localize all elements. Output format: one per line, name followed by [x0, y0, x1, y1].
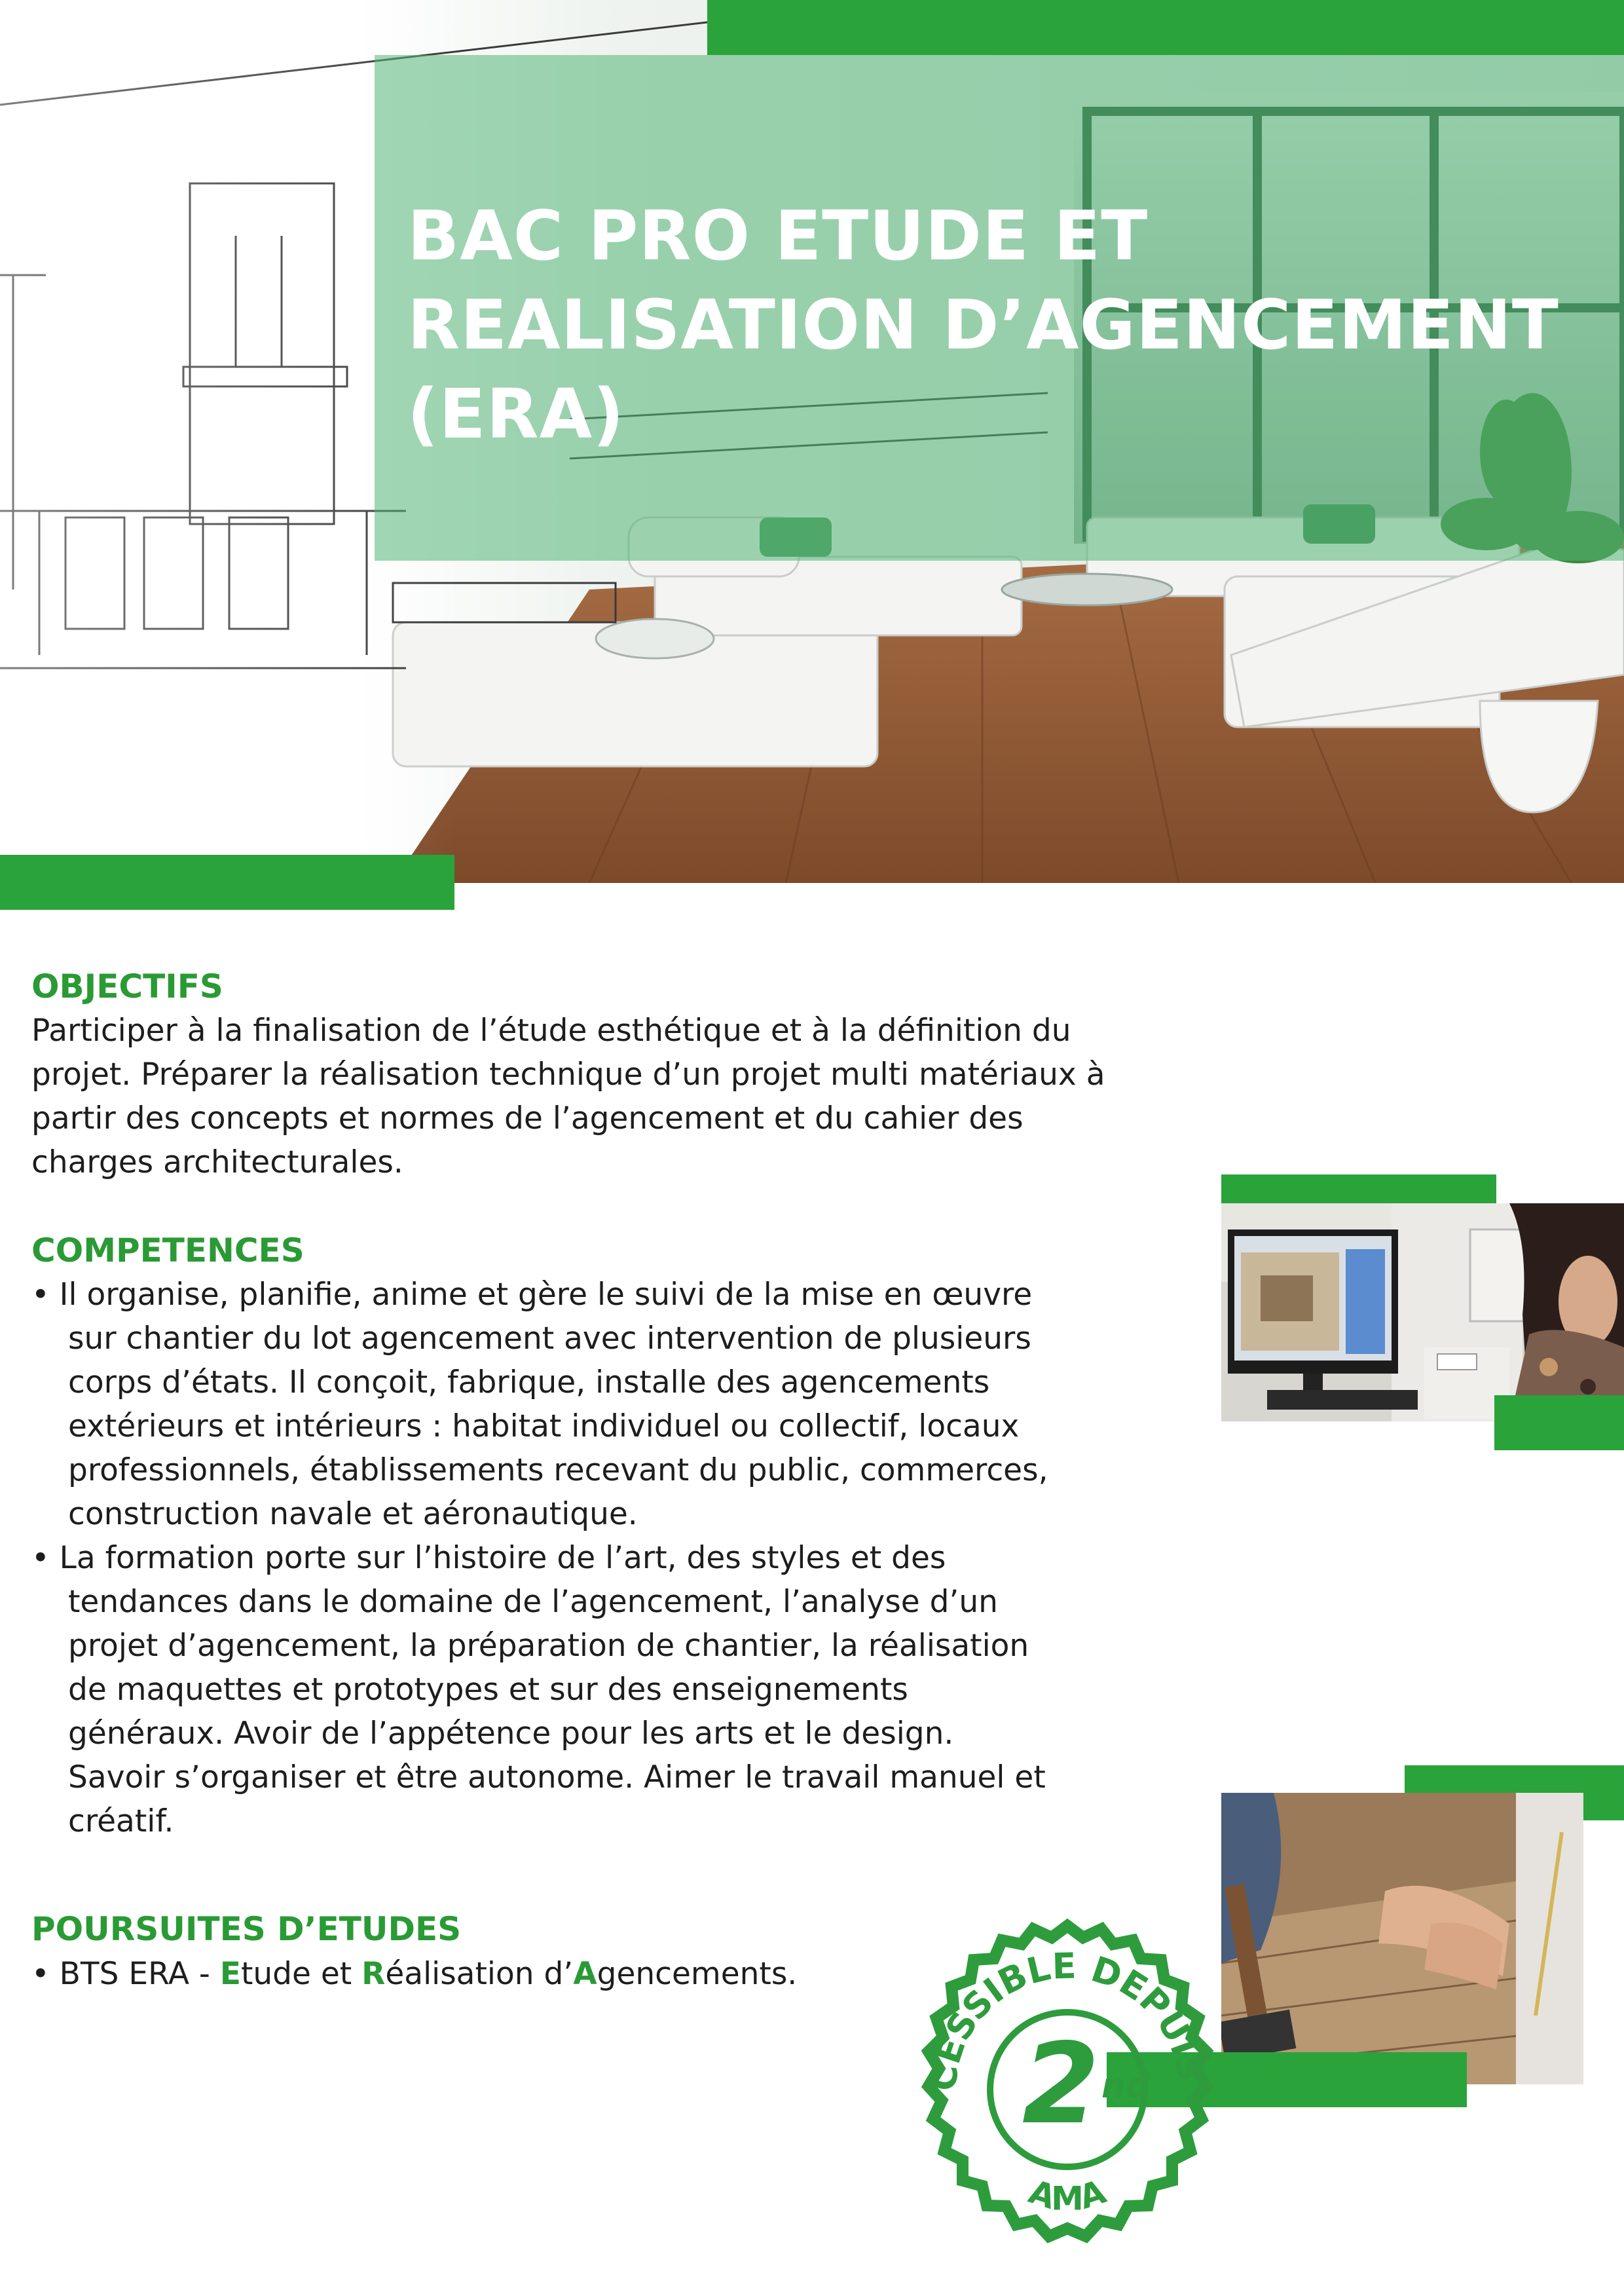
poursuites-prefix: • BTS ERA - — [31, 1956, 220, 1992]
poursuites-text: tude et — [240, 1956, 362, 1992]
accessibility-stamp — [897, 1893, 1238, 2260]
objectifs-line: Participer à la finalisation de l’étude esthétique et à la définition du — [31, 1013, 1071, 1049]
bullet-line: généraux. Avoir de l’appétence pour les arts et le design. — [68, 1716, 954, 1752]
bullet-line: professionnels, établissements recevant du public, commerces, — [68, 1452, 1048, 1488]
stamp-level: 2 — [1022, 2019, 1100, 2149]
objectifs-line: projet. Préparer la réalisation technique d’un projet multi matériaux à — [31, 1057, 1105, 1093]
highlight-letter-a: A — [573, 1956, 597, 1992]
objectifs-heading: OBJECTIFS — [31, 967, 223, 1005]
bullet-line: extérieurs et intérieurs : habitat individuel ou collectif, locaux — [68, 1408, 1020, 1444]
hero-banner — [0, 0, 1624, 883]
floor-installation-photo — [1221, 1793, 1583, 2084]
objectifs-text — [31, 1009, 1184, 1184]
bullet-line: • Il organise, planifie, anime et gère le suivi de la mise en œuvre — [31, 1277, 1033, 1313]
bullet-line: projet d’agencement, la préparation de chantier, la réalisation — [68, 1628, 1029, 1664]
competences-bullet-2 — [31, 1536, 1184, 1843]
page-title — [407, 191, 1586, 459]
poursuites-text: gencements. — [597, 1956, 798, 1992]
hero-bottom-accent-bar — [0, 855, 454, 910]
title-line-3: (ERA) — [407, 374, 625, 454]
stamp-bottom-text: AMA — [1024, 2172, 1111, 2218]
computer-photo-image — [1221, 1203, 1624, 1421]
highlight-letter-e: E — [219, 1956, 241, 1992]
poursuites-heading: POURSUITES D’ETUDES — [31, 1910, 462, 1948]
stamp-level-suffix: nd — [1101, 2067, 1151, 2106]
svg-text:AMA — [1024, 2173, 1111, 2218]
bullet-line: sur chantier du lot agencement avec intervention de plusieurs — [68, 1321, 1031, 1357]
bullet-line: • La formation porte sur l’histoire de l’art, des styles et des — [31, 1540, 946, 1576]
stamp-top-text: CESSIBLE DEPUIS — [923, 1945, 1212, 2093]
competences-heading: COMPETENCES — [31, 1231, 304, 1269]
top-right-accent-bar — [707, 0, 1624, 55]
cad-workstation-photo — [1221, 1203, 1624, 1421]
poursuites-text: éalisation d’ — [385, 1956, 574, 1992]
photo1-bottom-bar — [1494, 1395, 1624, 1450]
bullet-line: créatif. — [68, 1803, 174, 1839]
bullet-line: Savoir s’organiser et être autonome. Aimer le travail manuel et — [68, 1759, 1046, 1795]
bullet-line: tendances dans le domaine de l’agencement, l’analyse d’un — [68, 1584, 998, 1620]
objectifs-line: charges architecturales. — [31, 1144, 403, 1180]
flooring-photo-image — [1221, 1793, 1583, 2084]
bullet-line: corps d’états. Il conçoit, fabrique, installe des agencements — [68, 1364, 990, 1400]
competences-bullet-1 — [31, 1273, 1184, 1536]
title-line-2: REALISATION D’AGENCEMENT — [407, 285, 1559, 365]
highlight-letter-r: R — [361, 1956, 386, 1992]
stamp-badge-icon — [897, 1893, 1238, 2260]
title-line-1: BAC PRO ETUDE ET — [407, 196, 1149, 276]
bullet-line: construction navale et aéronautique. — [68, 1496, 638, 1532]
objectifs-line: partir des concepts et normes de l’agencement et du cahier des — [31, 1100, 1024, 1136]
bullet-line: de maquettes et prototypes et sur des enseignements — [68, 1672, 908, 1708]
